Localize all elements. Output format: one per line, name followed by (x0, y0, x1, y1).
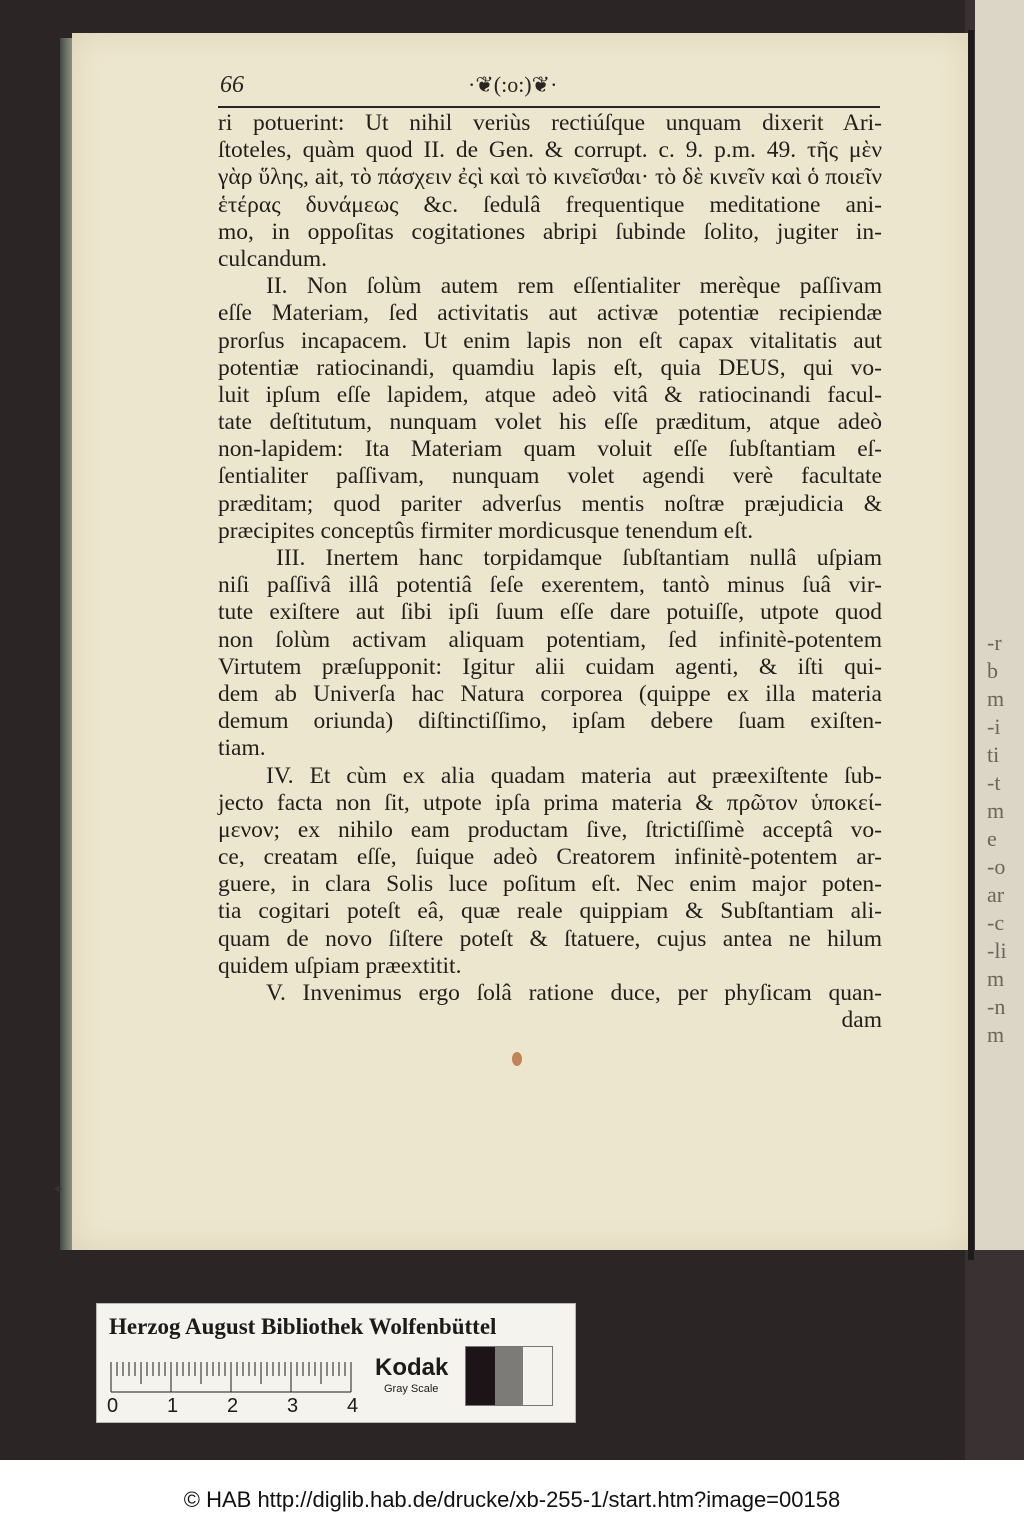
facing-page-fragment: m (987, 1022, 1005, 1047)
text-line: dam (841, 1007, 882, 1034)
text-line: prorſus incapacem. Ut enim lapis non eſt capax vitalitatis aut (218, 327, 882, 354)
text-line: V. Invenimus ergo ſolâ ratione duce, per phyſicam quan- (266, 980, 882, 1006)
text-line: ſtoteles, quàm quod II. de Gen. & corrupt. c. 9. p.m. 49. τῆς μὲν (218, 137, 882, 164)
text-line: præditam; quod pariter adverſus mentis noſtræ præjudicia & (218, 490, 882, 517)
text-line: ἑτέρας δυνάμεως &c. ſedulâ frequentique meditatione ani- (218, 191, 882, 218)
ruler-number: 0 (107, 1395, 119, 1417)
text-line: non ſolùm activam aliquam potentiam, ſed infinitè-potentem (218, 626, 882, 653)
text-line: demum oriunda) diſtinctiſſimo, ipſam debere ſuam exiſten- (218, 708, 882, 735)
text-line: culcandum. (218, 245, 327, 272)
text-line: μενον; ex nihilo eam productam ſive, ſtrictiſſimè acceptâ vo- (218, 816, 882, 843)
margin-mark: ✦ (52, 1182, 64, 1198)
text-line: tate deſtitutum, nunquam volet his eſſe præditum, atque adeò (218, 409, 882, 436)
ruler-scale (109, 1362, 357, 1396)
text-line: II. Non ſolùm autem rem eſſentialiter merèque paſſivam (266, 273, 882, 300)
text-line: ſentialiter paſſivam, nunquam volet agendi verè facultate (218, 463, 882, 490)
facing-page-fragment: -li (987, 938, 1007, 963)
kodak-logo: Kodak (375, 1354, 449, 1381)
text-line: III. Inertem hanc torpidamque ſubſtantiam nullâ uſpiam (276, 545, 882, 571)
ruler-number: 1 (167, 1395, 179, 1417)
facing-page-fragment: b (987, 658, 998, 683)
text-line: non-lapidem: Ita Materiam quam voluit eſſe ſubſtantiam eſ- (218, 436, 882, 463)
gray-swatch (466, 1347, 495, 1405)
text-line: tia cogitari poteſt eâ, quæ reale quippiam & Subſtantiam ali- (218, 898, 882, 925)
facing-page-fragment: m (987, 798, 1005, 823)
facing-page-fragment: e (987, 826, 997, 851)
facing-page-fragment: -o (987, 854, 1006, 879)
facing-page-fragment: -t (987, 770, 1001, 795)
text-line: ri potuerint: Ut nihil veriùs rectiúſque unquam dixerit Ari- (218, 110, 882, 136)
color-target-card (96, 1303, 576, 1423)
gray-swatch (495, 1347, 524, 1405)
ruler-number: 2 (227, 1395, 239, 1417)
facing-page-fragment: m (987, 686, 1005, 711)
ruler-number: 4 (347, 1395, 359, 1417)
text-line: luit ipſum eſſe lapidem, atque adeò vitâ & ratiocinandi facul- (218, 381, 882, 408)
facing-page-fragment: ar (987, 882, 1005, 907)
text-line: dem ab Univerſa hac Natura corporea (quippe ex illa materia (218, 680, 882, 707)
ruler-number: 3 (287, 1395, 299, 1417)
text-line: quidem uſpiam præextitit. (218, 952, 462, 979)
text-line: præcipites conceptûs firmiter mordicusque tenendum eſt. (218, 517, 754, 544)
text-line: guere, in clara Solis luce poſitum eſt. Nec enim major poten- (218, 871, 882, 898)
facing-page-fragment: ti (987, 742, 1000, 767)
text-line: tiam. (218, 735, 266, 762)
gray-swatch (523, 1347, 552, 1405)
text-line: ce, creatam eſſe, ſuique adeò Creatorem infinitè-potentem ar- (218, 844, 882, 871)
header-ornament: ·❦(:o:)❦· (468, 72, 558, 97)
text-line: potentiæ ratiocinandi, quamdiu lapis eſt, quia DEUS, qui vo- (218, 354, 882, 381)
facing-page (975, 0, 1024, 1250)
facing-page-fragment: -i (987, 714, 1001, 739)
text-line: γὰρ ὕλης, ait, τὸ πάσχειν ἐςὶ καὶ τὸ κινεῖσϑαι· τὸ δὲ κινεῖν καὶ ὁ ποιεῖν (218, 164, 882, 191)
facing-page-fragment: m (987, 966, 1005, 991)
text-line: Virtutem præſupponit: Igitur alii cuidam agenti, & iſti qui- (218, 653, 882, 680)
facing-page-fragment: -n (987, 994, 1006, 1019)
copyright-url: © HAB http://diglib.hab.de/drucke/xb-255-1/start.htm?image=00158 (183, 1487, 841, 1512)
gray-scale-swatches (465, 1346, 553, 1406)
facing-page-fragment: -r (987, 630, 1002, 655)
text-line: IV. Et cùm ex alia quadam materia aut præexiſtente ſub- (266, 762, 882, 789)
text-line: tute exiſtere aut ſibi ipſi ſuum eſſe dare potuiſſe, utpote quod (218, 599, 882, 626)
text-line: niſi paſſivâ illâ potentiâ ſeſe exerentem, tantò minus ſuâ vir- (218, 572, 882, 599)
gray-scale-label: Gray Scale (384, 1383, 439, 1395)
page-body-text (218, 110, 882, 1034)
page-number: 66 (220, 72, 244, 98)
text-line: jecto facta non ſit, utpote ipſa prima materia & πρῶτον ὑποκεί- (218, 789, 882, 816)
ink-stain (512, 1052, 522, 1066)
text-line: mo, in oppoſitas cogitationes abripi ſubinde ſolito, jugiter in- (218, 218, 882, 245)
text-line: eſſe Materiam, ſed activitatis aut activæ potentiæ recipiendæ (218, 300, 882, 327)
page-edge (60, 38, 72, 1250)
book-gutter (968, 30, 974, 1260)
running-head (220, 72, 868, 100)
library-name: Herzog August Bibliothek Wolfenbüttel (109, 1314, 497, 1339)
text-line: quam de novo ſiſtere poteſt & ſtatuere, cujus antea ne hilum (218, 925, 882, 952)
facing-page-fragment: -c (987, 910, 1005, 935)
header-rule (218, 106, 880, 108)
